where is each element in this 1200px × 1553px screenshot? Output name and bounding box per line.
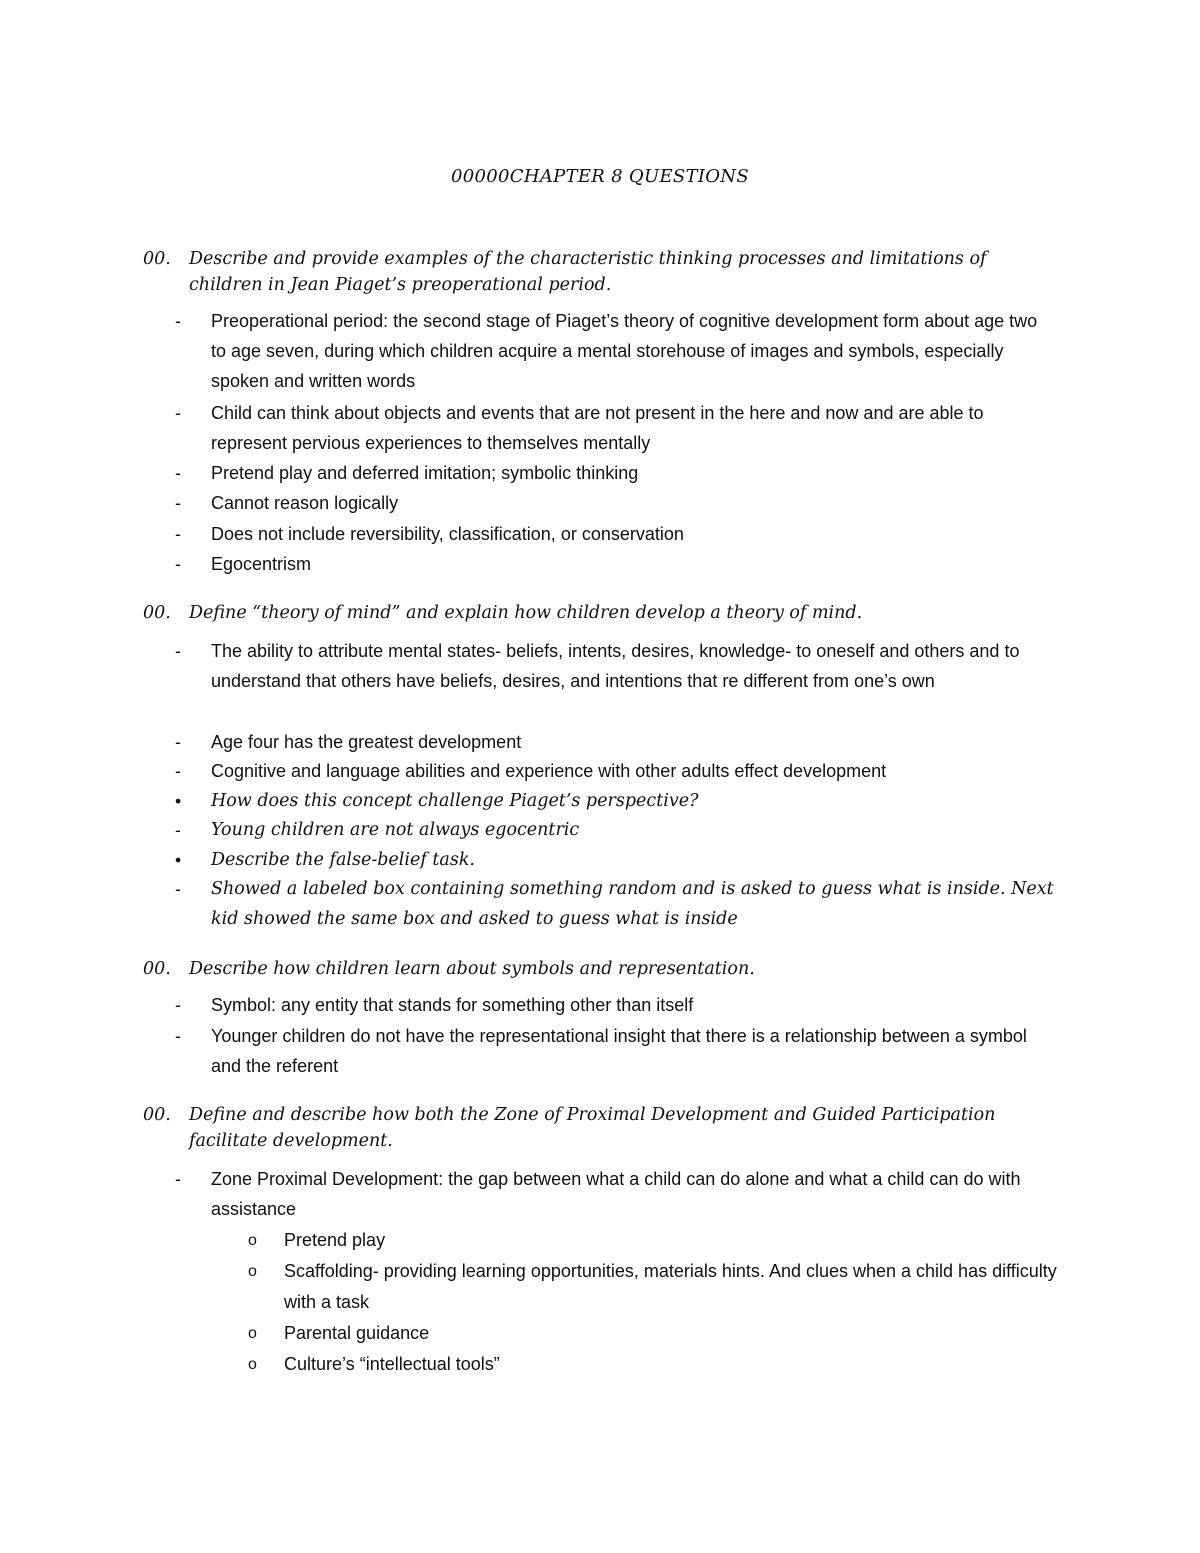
dash-marker: - xyxy=(175,554,181,574)
question-4 xyxy=(143,1102,1053,1154)
question-1 xyxy=(143,246,1053,298)
dash-marker: - xyxy=(175,995,181,1015)
item-text: Preoperational period: the second stage of Piaget’s theory of cognitive development form about age two to age seven, during which children acquire a mental storehouse of images and symbols, especially spoken and written words xyxy=(211,311,1038,391)
list-item xyxy=(175,549,1055,579)
dash-marker: - xyxy=(175,1026,181,1046)
item-text: Pretend play and deferred imitation; symbolic thinking xyxy=(211,463,639,483)
item-text: Younger children do not have the representational insight that there is a relationship between a symbol and the referent xyxy=(211,1026,1027,1076)
list-item xyxy=(175,1164,1055,1224)
dash-marker: - xyxy=(175,761,181,781)
question-text: Define and describe how both the Zone of Proximal Development and Guided Participation facilitate development. xyxy=(189,1105,996,1151)
list-item xyxy=(175,874,1055,934)
bullet-marker: • xyxy=(175,850,182,870)
item-text: The ability to attribute mental states- beliefs, intents, desires, knowledge- to oneself and others and to understand that others have beliefs, desires, and intentions that re different from one’s own xyxy=(211,641,1020,691)
dash-marker: - xyxy=(175,732,181,752)
question-text: Describe how children learn about symbols and representation. xyxy=(189,959,755,979)
dash-marker: - xyxy=(175,524,181,544)
dash-marker: - xyxy=(175,311,181,331)
list-item xyxy=(175,727,1055,757)
question-number: 00. xyxy=(143,603,171,623)
item-text: Does not include reversibility, classification, or conservation xyxy=(211,524,684,544)
list-item xyxy=(175,756,1055,786)
question-2 xyxy=(143,600,1053,626)
item-text: Cognitive and language abilities and experience with other adults effect development xyxy=(211,761,887,781)
list-item xyxy=(175,458,1055,488)
item-text: Describe the false-belief task. xyxy=(211,850,475,870)
question-number: 00. xyxy=(143,959,171,979)
item-text: Showed a labeled box containing something random and is asked to guess what is inside. Next kid showed the same box and asked to guess what is inside xyxy=(211,879,1054,929)
list-item xyxy=(175,1021,1055,1081)
dash-marker: - xyxy=(175,463,181,483)
list-item xyxy=(175,306,1055,396)
item-text: Egocentrism xyxy=(211,554,312,574)
item-text: Scaffolding- providing learning opportunities, materials hints. And clues when a child has difficulty with a task xyxy=(284,1261,1057,1312)
sub-list-item xyxy=(248,1256,1068,1318)
sub-list-item xyxy=(248,1318,1068,1349)
list-item xyxy=(175,815,1055,845)
circle-bullet-icon: o xyxy=(248,1232,257,1249)
list-item xyxy=(175,488,1055,518)
question-text: Define “theory of mind” and explain how children develop a theory of mind. xyxy=(189,603,863,623)
list-item xyxy=(175,519,1055,549)
list-item-question xyxy=(175,786,1055,816)
circle-bullet-icon: o xyxy=(248,1263,257,1280)
circle-bullet-icon: o xyxy=(248,1325,257,1342)
item-text: Young children are not always egocentric xyxy=(211,820,580,840)
question-number: 00. xyxy=(143,249,171,269)
list-item-question xyxy=(175,845,1055,875)
item-text: Symbol: any entity that stands for something other than itself xyxy=(211,995,694,1015)
item-text: Child can think about objects and events that are not present in the here and now and are able to represent pervious experiences to themselves mentally xyxy=(211,403,984,453)
item-text: Age four has the greatest development xyxy=(211,732,522,752)
list-item xyxy=(175,398,1055,458)
question-number: 00. xyxy=(143,1105,171,1125)
item-text: Culture’s “intellectual tools” xyxy=(284,1354,500,1374)
item-text: How does this concept challenge Piaget’s perspective? xyxy=(211,791,699,811)
dash-marker: - xyxy=(175,879,181,899)
dash-marker: - xyxy=(175,1169,181,1189)
dash-marker: - xyxy=(175,641,181,661)
list-item xyxy=(175,990,1055,1020)
question-3 xyxy=(143,956,1053,982)
document-title: 00000CHAPTER 8 QUESTIONS xyxy=(451,166,749,187)
dash-marker: - xyxy=(175,403,181,423)
item-text: Pretend play xyxy=(284,1230,386,1250)
question-text: Describe and provide examples of the characteristic thinking processes and limitations of children in Jean Piaget’s preoperational period. xyxy=(189,249,987,295)
dash-marker: - xyxy=(175,493,181,513)
sub-list-item xyxy=(248,1225,1068,1256)
dash-marker: - xyxy=(175,820,181,840)
sub-list-item xyxy=(248,1349,1068,1380)
item-text: Zone Proximal Development: the gap between what a child can do alone and what a child can do with assistance xyxy=(211,1169,1021,1219)
bullet-marker: • xyxy=(175,791,182,811)
list-item xyxy=(175,636,1055,696)
item-text: Parental guidance xyxy=(284,1323,430,1343)
circle-bullet-icon: o xyxy=(248,1356,257,1373)
item-text: Cannot reason logically xyxy=(211,493,399,513)
